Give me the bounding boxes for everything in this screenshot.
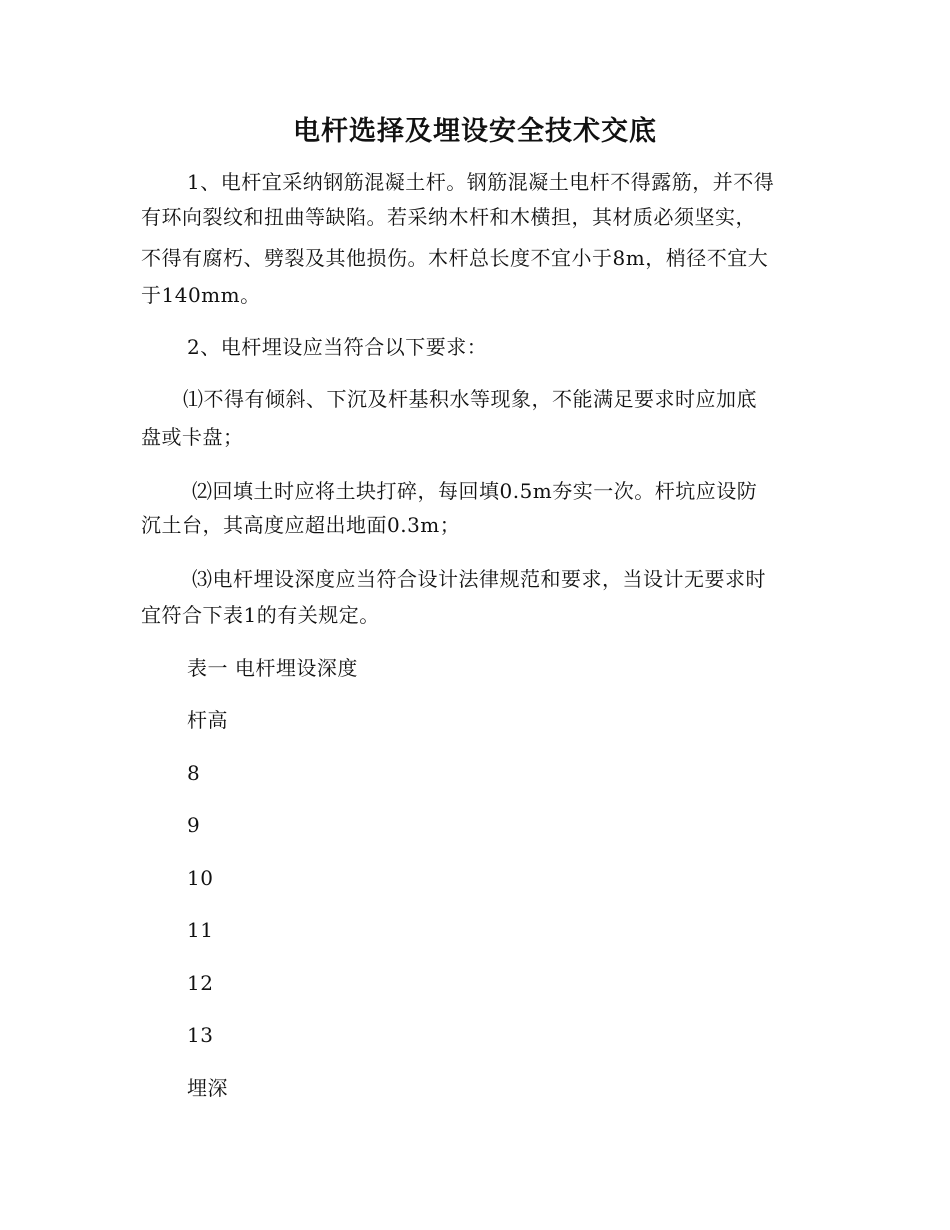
table-cell: 10 bbox=[187, 866, 214, 890]
document-title: 电杆选择及埋设安全技术交底 bbox=[293, 116, 657, 147]
table-cell: 11 bbox=[187, 918, 214, 942]
paragraph-1-line: 不得有腐朽、劈裂及其他损伤。木杆总长度不宜小于8m，梢径不宜大 bbox=[141, 246, 769, 270]
paragraph-1-line: 1、电杆宜采纳钢筋混凝土杆。钢筋混凝土电杆不得露筋，并不得 bbox=[187, 170, 775, 194]
table-cell: 13 bbox=[187, 1023, 214, 1047]
paragraph-1-line: 于140mm。 bbox=[141, 283, 261, 307]
paragraph-1-line: 有环向裂纹和扭曲等缺陷。若采纳木杆和木横担，其材质必须坚实， bbox=[141, 205, 756, 229]
paragraph-5-line: 宜符合下表1的有关规定。 bbox=[141, 603, 380, 627]
paragraph-3-line: 盘或卡盘； bbox=[141, 425, 244, 449]
paragraph-3-line: ⑴不得有倾斜、下沉及杆基积水等现象，不能满足要求时应加底 bbox=[183, 387, 757, 411]
table-cell: 8 bbox=[187, 761, 201, 785]
table-cell: 12 bbox=[187, 971, 214, 995]
table-caption: 表一 电杆埋设深度 bbox=[187, 656, 358, 680]
paragraph-2: 2、电杆埋设应当符合以下要求： bbox=[187, 335, 488, 359]
paragraph-4-line: 沉土台，其高度应超出地面0.3m； bbox=[141, 513, 461, 537]
table-header-depth: 埋深 bbox=[187, 1076, 228, 1100]
table-cell: 9 bbox=[187, 813, 201, 837]
paragraph-5-line: ⑶电杆埋设深度应当符合设计法律规范和要求，当设计无要求时 bbox=[192, 567, 766, 591]
table-header-height: 杆高 bbox=[187, 708, 228, 732]
paragraph-4-line: ⑵回填土时应将土块打碎，每回填0.5m夯实一次。杆坑应设防 bbox=[192, 479, 758, 503]
